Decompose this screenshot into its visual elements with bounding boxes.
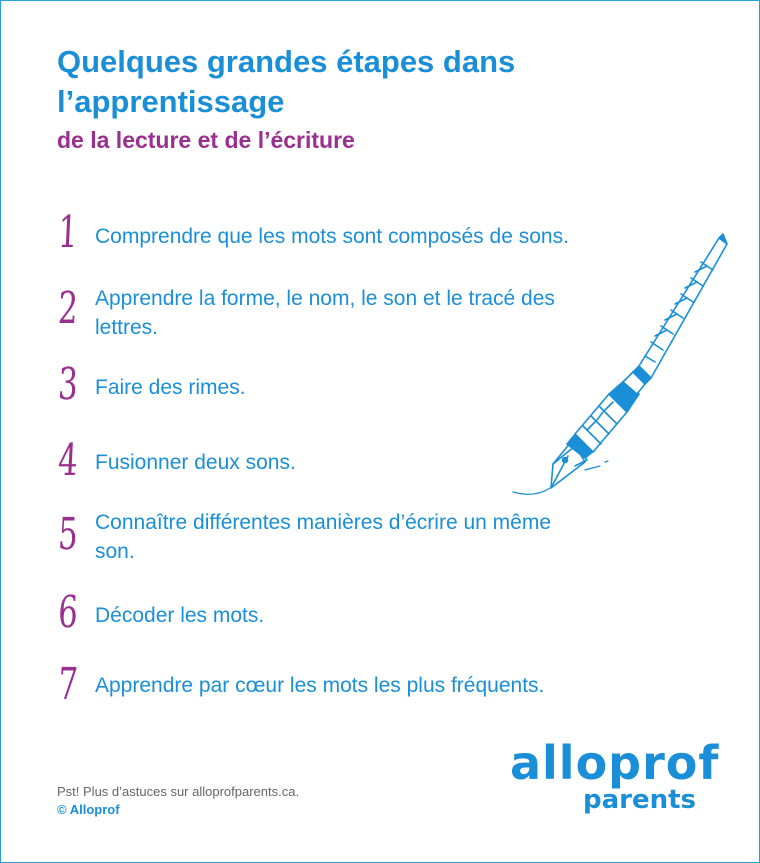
fountain-pen-icon	[505, 230, 735, 505]
step-number: 5	[56, 509, 80, 560]
step-text: Faire des rimes.	[95, 376, 246, 399]
step-number: 4	[56, 435, 80, 486]
step-text: Apprendre la forme, le nom, le son et le tracé des lettres.	[95, 287, 555, 339]
page-title: Quelques grandes étapes dans l’apprentissage	[57, 44, 516, 119]
step-text: Fusionner deux sons.	[95, 451, 296, 474]
step-number: 6	[56, 587, 80, 638]
step-text: Connaître différentes manières d’écrire un même son.	[95, 511, 552, 563]
step-number: 2	[56, 283, 80, 334]
step-number: 1	[56, 207, 80, 258]
step-text: Comprendre que les mots sont composés de sons.	[95, 225, 569, 248]
alloprof-logo: alloprof	[510, 736, 720, 790]
footer-tip: Pst! Plus d’astuces sur alloprofparents.ca.	[57, 784, 300, 799]
footer-copyright: © Alloprof	[57, 802, 120, 817]
step-number: 3	[56, 359, 80, 410]
alloprof-logo-sub: parents	[582, 785, 696, 815]
step-number: 7	[56, 659, 80, 710]
page-subtitle: de la lecture et de l’écriture	[57, 127, 355, 153]
step-text: Décoder les mots.	[95, 604, 265, 627]
step-text: Apprendre par cœur les mots les plus fréquents.	[95, 674, 545, 697]
